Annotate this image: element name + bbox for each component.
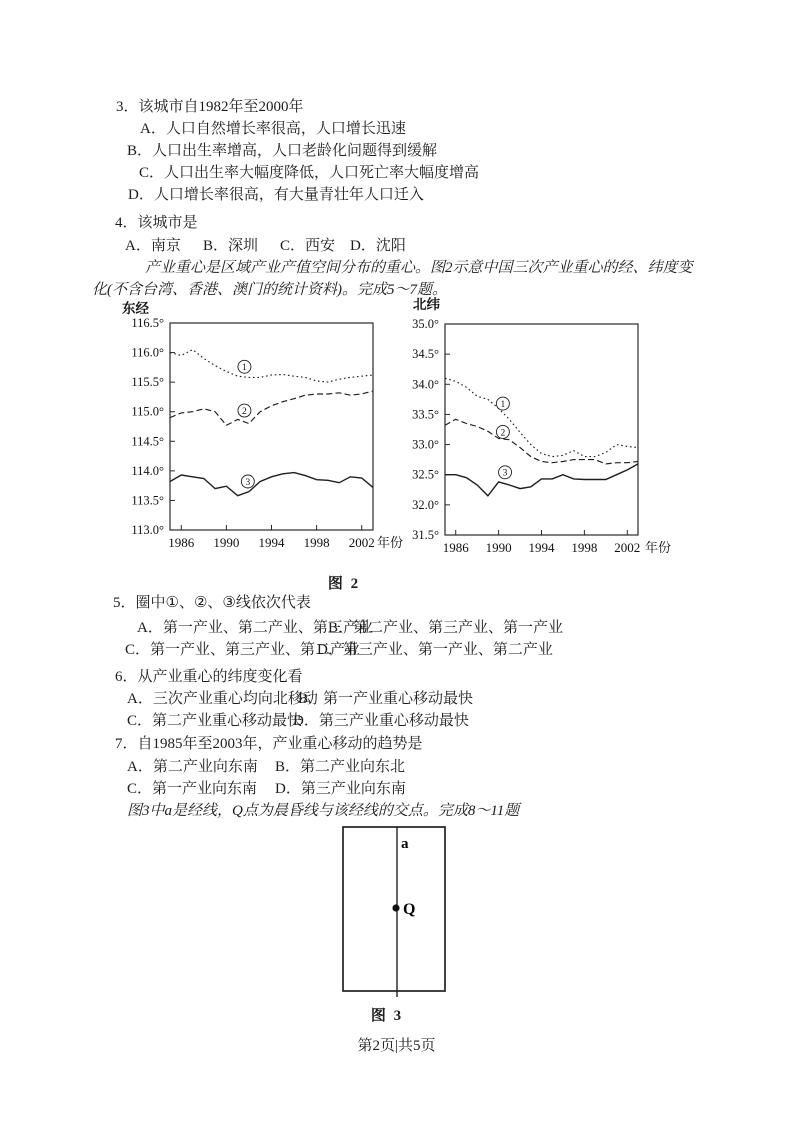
question-7-option-b: B．第二产业向东北: [275, 759, 406, 775]
longitude-chart: [105, 295, 415, 565]
svg-text:113.0°: 113.0°: [131, 523, 164, 537]
svg-text:1986: 1986: [442, 540, 469, 555]
svg-text:116.5°: 116.5°: [131, 316, 164, 330]
svg-text:2: 2: [500, 428, 506, 439]
question-5-stem: 5．圈中①、②、③线依次代表: [113, 595, 311, 611]
question-7-option-a: A．第二产业向东南: [127, 759, 258, 775]
svg-text:31.5°: 31.5°: [412, 528, 439, 542]
question-3-option-b: B．人口出生率增高，人口老龄化问题得到缓解: [127, 143, 438, 159]
svg-text:2: 2: [242, 406, 247, 417]
svg-text:1990: 1990: [485, 540, 512, 555]
question-3-option-c: C．人口出生率大幅度降低，人口死亡率大幅度增高: [139, 165, 480, 181]
meridian-label: a: [401, 836, 409, 852]
svg-text:1986: 1986: [168, 535, 195, 550]
question-5-option-c: C．第一产业、第三产业、第二产业: [125, 642, 361, 658]
svg-text:1: 1: [500, 399, 506, 410]
svg-text:113.5°: 113.5°: [131, 493, 164, 508]
svg-text:1998: 1998: [303, 535, 330, 550]
figure-2-caption: 图 2: [327, 576, 361, 592]
svg-text:1990: 1990: [213, 535, 240, 550]
svg-text:114.0°: 114.0°: [131, 463, 164, 478]
question-3-stem: 3．该城市自1982年至2000年: [116, 99, 304, 115]
svg-text:33.0°: 33.0°: [412, 437, 439, 452]
svg-text:2002: 2002: [348, 535, 375, 550]
svg-text:32.5°: 32.5°: [412, 467, 439, 482]
question-7-option-c: C．第一产业向东南: [127, 781, 258, 797]
question-3-option-a: A．人口自然增长率很高，人口增长迅速: [140, 121, 406, 137]
figure-3-caption: 图 3: [370, 1008, 404, 1024]
question-4-stem: 4．该城市是: [115, 215, 198, 231]
question-6-stem: 6．从产业重心的纬度变化看: [115, 669, 303, 685]
svg-text:34.0°: 34.0°: [412, 377, 439, 392]
svg-text:115.5°: 115.5°: [131, 375, 164, 390]
svg-text:1994: 1994: [528, 540, 555, 555]
question-5-option-a: A．第一产业、第二产业、第三产业: [137, 620, 373, 636]
svg-text:114.5°: 114.5°: [131, 434, 164, 449]
svg-text:年份: 年份: [645, 540, 672, 555]
question-5-option-b: B．第二产业、第三产业、第一产业: [328, 620, 564, 636]
svg-text:东经: 东经: [122, 301, 149, 316]
figure-2-intro-line-1: 产业重心是区域产业产值空间分布的重心。图2示意中国三次产业重心的经、纬度变: [145, 260, 693, 276]
point-q-label: Q: [403, 901, 416, 918]
question-6-option-d: D．第三产业重心移动最快: [293, 713, 469, 729]
svg-text:3: 3: [245, 477, 251, 488]
svg-text:1998: 1998: [571, 540, 598, 555]
question-5-option-d: D．第三产业、第一产业、第二产业: [317, 642, 553, 658]
svg-text:32.0°: 32.0°: [412, 497, 439, 512]
svg-text:34.5°: 34.5°: [412, 347, 439, 362]
question-4-option-a: A．南京: [125, 238, 181, 254]
latitude-chart: [395, 292, 730, 567]
question-6-option-b: B．第一产业重心移动最快: [298, 691, 474, 707]
question-4-option-c: C．西安: [280, 238, 336, 254]
point-q-dot: [392, 904, 399, 911]
question-4-option-d: D．沈阳: [350, 238, 406, 254]
svg-text:3: 3: [502, 468, 508, 479]
svg-text:2002: 2002: [614, 540, 641, 555]
question-7-stem: 7．自1985年至2003年，产业重心移动的趋势是: [115, 736, 423, 752]
svg-text:年份: 年份: [377, 535, 404, 550]
svg-text:1: 1: [242, 363, 247, 374]
svg-text:北纬: 北纬: [413, 297, 440, 312]
figure-3-intro: 图3中a是经线，Q点为晨昏线与该经线的交点。完成8～11题: [127, 803, 520, 819]
question-7-option-d: D．第三产业向东南: [275, 781, 406, 797]
page-number-footer: 第2页|共5页: [357, 1038, 436, 1054]
question-6-option-c: C．第二产业重心移动最快: [127, 713, 303, 729]
question-3-option-d: D．人口增长率很高，有大量青壮年人口迁入: [128, 187, 424, 203]
svg-text:115.0°: 115.0°: [131, 404, 164, 419]
question-4-option-b: B．深圳: [203, 238, 259, 254]
figure-2-intro-line-2: 化(不含台湾、香港、澳门的统计资料)。完成5～7题。: [92, 282, 447, 298]
svg-text:116.0°: 116.0°: [131, 345, 164, 360]
figure-3-diagram: [330, 818, 510, 1003]
svg-text:35.0°: 35.0°: [412, 317, 439, 331]
question-6-option-a: A．三次产业重心均向北移动: [127, 691, 318, 707]
svg-text:33.5°: 33.5°: [412, 407, 439, 422]
svg-text:1994: 1994: [258, 535, 285, 550]
